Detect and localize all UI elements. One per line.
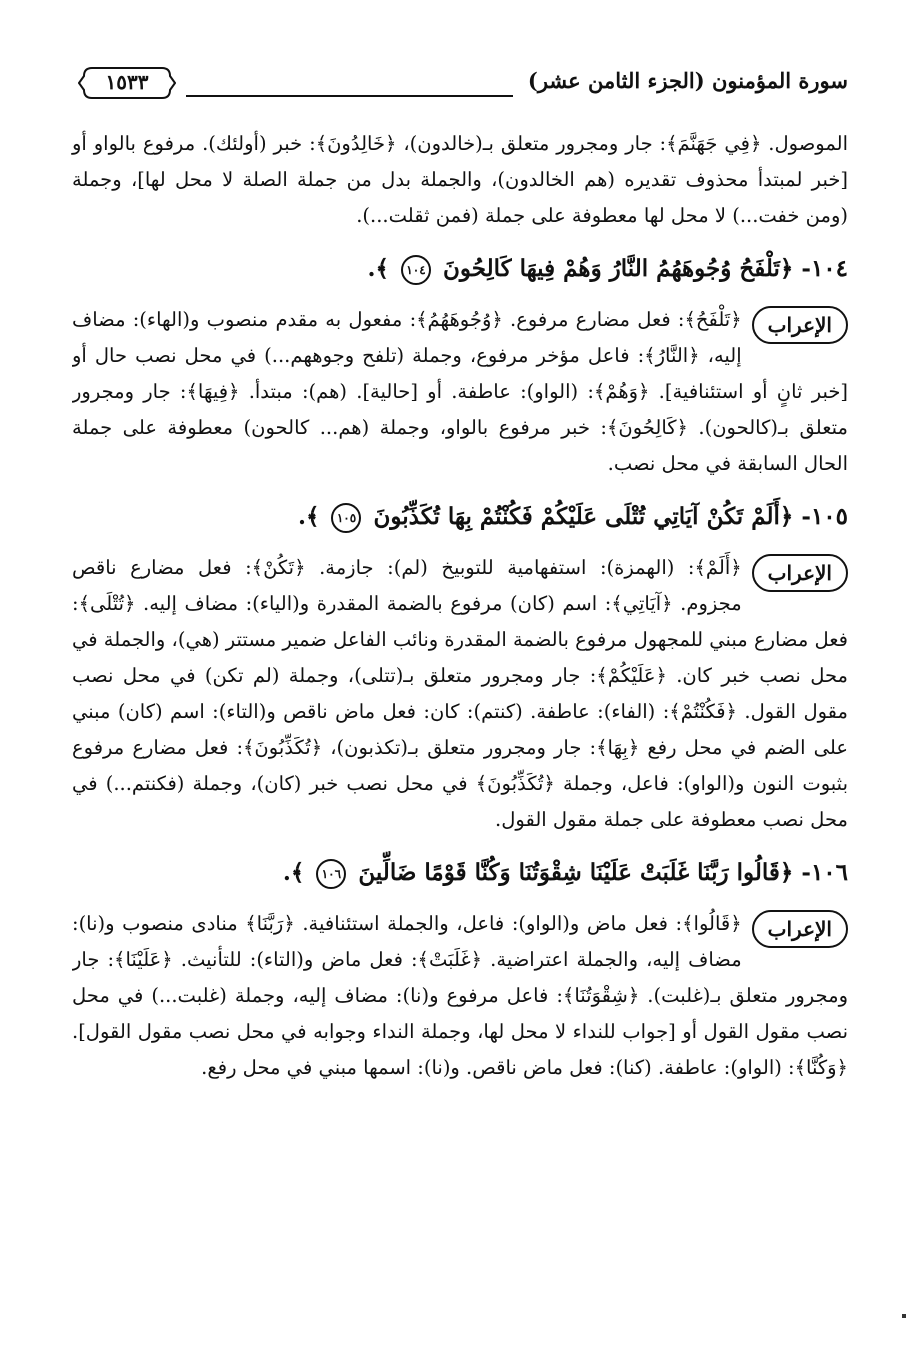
verse-number: ١٠٤- — [801, 255, 848, 282]
irab-label: الإعراب — [752, 306, 848, 344]
verse-104 — [72, 246, 848, 292]
verse-105 — [72, 494, 848, 540]
scan-speck — [902, 1314, 906, 1318]
verse-close: ﴾. — [297, 503, 320, 530]
ayah-end-marker-icon: ١٠٥ — [331, 503, 361, 533]
verse-106 — [72, 850, 848, 896]
page-header — [78, 58, 848, 108]
verse-close: ﴾. — [367, 255, 389, 282]
irab-label: الإعراب — [752, 910, 848, 948]
intro-paragraph: الموصول. ﴿فِي جَهَنَّمَ﴾: جار ومجرور متعلق بـ(خالدون)، ﴿خَالِدُونَ﴾: خبر (أولئك). مرفوع بالواو أو [خبر لمبتدأ محذوف تقديره (هم الخالدون)، والجملة بدل من جملة الصلة لا محل لها]، وجملة (ومن خفت...) لا محل لها معطوفة على جملة (فمن ثقلت...). — [72, 132, 848, 227]
page-number-ornament — [78, 64, 176, 102]
page-title: سورة المؤمنون (الجزء الثامن عشر) — [527, 68, 848, 93]
ayah-end-marker-icon: ١٠٦ — [316, 859, 346, 889]
verse-text: ﴿تَلْفَحُ وُجُوهَهُمُ النَّارُ وَهُمْ فِيهَا كَالِحُونَ — [442, 255, 794, 282]
header-rule — [186, 95, 513, 97]
verse-text: ﴿قَالُوا رَبَّنَا غَلَبَتْ عَلَيْنَا شِقْوَتُنَا وَكُنَّا قَوْمًا ضَالِّينَ — [358, 859, 794, 886]
irab-text: ﴿قَالُوا﴾: فعل ماض و(الواو): فاعل، والجملة استئنافية. ﴿رَبَّنَا﴾ منادى منصوب و(نا): مضاف إليه، والجملة اعتراضية. ﴿غَلَبَتْ﴾: فعل ماض و(التاء): للتأنيث. ﴿عَلَيْنَا﴾: جار ومجرور متعلق بـ(غلبت). ﴿شِقْوَتُنَا﴾: فاعل مرفوع و(نا): مضاف إليه، وجملة (غلبت...) في محل نصب مقول القول أو [جواب للنداء لا محل لها، وجملة النداء وجوابه في محل نصب مقول القول]. ﴿وَكُنَّا﴾: (الواو): عاطفة. (كنا): فعل ماض ناقص. و(نا): اسمها مبني في محل رفع. — [72, 912, 848, 1079]
verse-text: ﴿أَلَمْ تَكُنْ آيَاتِي تُتْلَى عَلَيْكُمْ فَكُنْتُمْ بِهَا تُكَذِّبُونَ — [373, 503, 794, 530]
commentary-body — [72, 126, 848, 1086]
ayah-end-marker-icon: ١٠٤ — [401, 255, 431, 285]
page-number: ١٥٣٣ — [105, 70, 149, 94]
verse-number: ١٠٦- — [801, 859, 848, 886]
irab-paragraph-106 — [72, 906, 848, 1086]
irab-text: ﴿أَلَمْ﴾: (الهمزة): استفهامية للتوبيخ (لم): جازمة. ﴿تَكُنْ﴾: فعل مضارع ناقص مجزوم. ﴿آيَاتِي﴾: اسم (كان) مرفوع بالضمة المقدرة و(الياء): مضاف إليه. ﴿تُتْلَى﴾: فعل مضارع مبني للمجهول مرفوع بالضمة المقدرة ونائب الفاعل ضمير مستتر (هي)، والجملة في محل نصب خبر كان. ﴿عَلَيْكُمْ﴾: جار ومجرور متعلق بـ(تتلى)، وجملة (لم تكن) في محل نصب مقول القول. ﴿فَكُنْتُمْ﴾: (الفاء): عاطفة. (كنتم): كان: فعل ماض ناقص و(التاء): اسم (كان) مبني على الضم في محل رفع ﴿بِهَا﴾: جار ومجرور متعلق بـ(تكذبون)، ﴿تُكَذِّبُونَ﴾: فعل مضارع مرفوع بثبوت النون و(الواو): فاعل، وجملة ﴿تُكَذِّبُونَ﴾ في محل نصب خبر (كان)، وجملة (فكنتم...) في محل نصب معطوفة على جملة مقول القول. — [72, 556, 848, 831]
irab-paragraph-105 — [72, 550, 848, 838]
irab-text: ﴿تَلْفَحُ﴾: فعل مضارع مرفوع. ﴿وُجُوهَهُمُ﴾: مفعول به مقدم منصوب و(الهاء): مضاف إليه، ﴿النَّارُ﴾: فاعل مؤخر مرفوع، وجملة (تلفح وجوههم...) في محل نصب حال أو [خبر ثانٍ أو استئنافية]. ﴿وَهُمْ﴾: (الواو): عاطفة. أو [حالية]. (هم): مبتدأ. ﴿فِيهَا﴾: جار ومجرور متعلق بـ(كالحون). ﴿كَالِحُونَ﴾: خبر مرفوع بالواو، وجملة (هم... كالحون) معطوفة على جملة الحال السابقة في محل نصب. — [72, 308, 848, 475]
verse-number: ١٠٥- — [801, 503, 848, 530]
irab-paragraph-104 — [72, 302, 848, 482]
irab-label: الإعراب — [752, 554, 848, 592]
verse-close: ﴾. — [282, 859, 305, 886]
